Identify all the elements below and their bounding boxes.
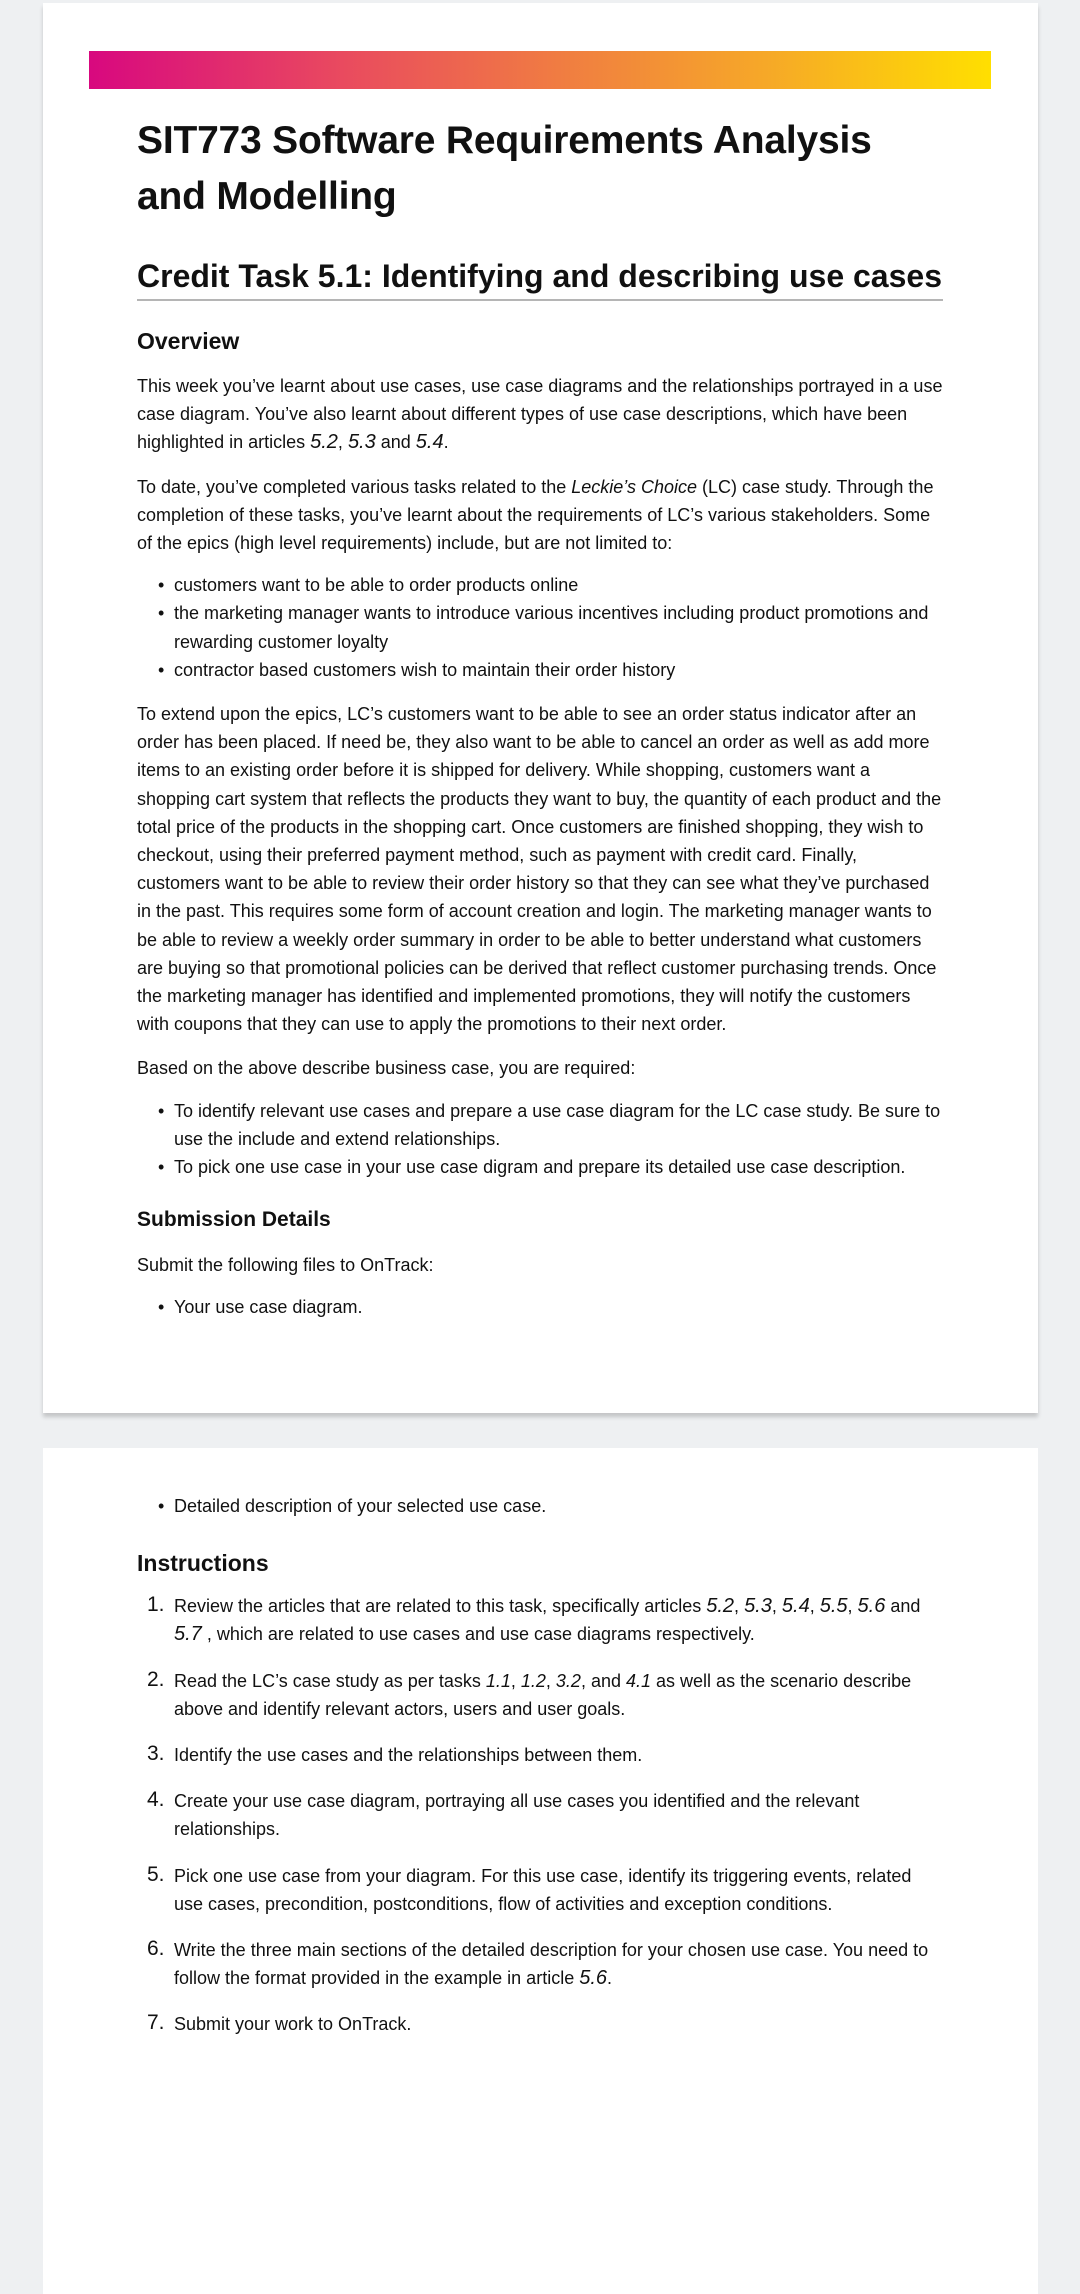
overview-p2-text-a: To date, you’ve completed various tasks related to the xyxy=(137,476,572,497)
article-ref: 5.3 xyxy=(744,1595,772,1618)
instruction-step xyxy=(147,1787,943,1843)
separator: and xyxy=(885,1596,921,1617)
separator: , xyxy=(734,1596,745,1617)
overview-paragraph-1 xyxy=(137,372,943,457)
step-text: Read the LC’s case study as per tasks xyxy=(174,1670,486,1691)
document-page-1 xyxy=(43,3,1038,1413)
submission-intro: Submit the following files to OnTrack: xyxy=(137,1255,434,1276)
list-item xyxy=(158,1293,943,1321)
separator: , xyxy=(337,432,348,453)
instruction-step xyxy=(147,1592,943,1648)
step-number: 5. xyxy=(147,1862,165,1886)
requirement-text: To identify relevant use cases and prepare a use case diagram for the LC case study. Be sure to use the include and extend relationships. xyxy=(174,1100,941,1149)
article-ref: 5.6 xyxy=(579,1967,608,1990)
article-ref: 5.6 xyxy=(857,1595,886,1618)
separator: , xyxy=(847,1596,858,1617)
step-number: 1. xyxy=(147,1593,165,1617)
step-number: 2. xyxy=(147,1667,165,1691)
instructions-heading: Instructions xyxy=(137,1550,269,1577)
instruction-step xyxy=(147,2010,943,2038)
overview-p1-text: This week you’ve learnt about use cases, use case diagrams and the relationships portrayed in a use case diagram. You’ve also learnt about different types of use case descriptions, which have been highlighted in articles xyxy=(137,376,943,453)
submission-heading: Submission Details xyxy=(137,1208,331,1232)
list-item xyxy=(158,1097,943,1153)
step-number: 7. xyxy=(147,2011,165,2035)
overview-heading: Overview xyxy=(137,328,240,354)
header-gradient-banner xyxy=(89,51,991,89)
instruction-step xyxy=(147,1741,943,1769)
overview-paragraph-2 xyxy=(137,473,943,558)
submission-files-list-continued xyxy=(137,1492,943,1520)
list-item xyxy=(158,656,943,684)
step-text: Pick one use case from your diagram. For this use case, identify its triggering events, related use cases, precondition, postconditions, flow of activities and exception conditions. xyxy=(174,1865,912,1914)
bullet-icon: • xyxy=(158,603,165,624)
requirement-text: To pick one use case in your use case digram and prepare its detailed use case description. xyxy=(174,1157,906,1178)
epic-text: the marketing manager wants to introduce various incentives including product promotions and rewarding customer loyalty xyxy=(174,603,929,652)
article-ref: 5.5 xyxy=(819,1595,848,1618)
separator: , xyxy=(510,1670,521,1691)
epic-text: contractor based customers wish to maintain their order history xyxy=(174,659,676,680)
bullet-icon: • xyxy=(158,659,165,680)
task-ref: 4.1 xyxy=(626,1670,652,1691)
instruction-step xyxy=(147,1862,943,1918)
business-case-paragraph: To extend upon the epics, LC’s customers want to be able to see an order status indicator after an order has been placed. If need be, they also want to be able to cancel an order as well as add more items to an existing order before it is shipped for delivery. While shopping, customers want a shopping cart system that reflects the products they want to buy, the quantity of each product and the total price of the products in the shopping cart. Once customers are finished shopping, they wish to checkout, using their preferred payment method, such as payment with credit card. Finally, customers want to be able to review their order history so that they can see what they’ve purchased in the past. This requires some form of account creation and login. The marketing manager wants to be able to review a weekly order summary in order to be able to better understand what customers are buying so that promotional policies can be derived that reflect customer purchasing trends. Once the marketing manager has identified and implemented promotions, they will notify the customers with coupons that they can use to apply the promotions to their next order. xyxy=(137,704,942,1035)
instruction-step xyxy=(147,1667,943,1723)
step-text: Submit your work to OnTrack. xyxy=(174,2014,412,2035)
period: . xyxy=(443,432,449,453)
bullet-icon: • xyxy=(158,575,165,596)
step-number: 3. xyxy=(147,1742,165,1766)
submission-file-text: Detailed description of your selected use case. xyxy=(174,1496,547,1516)
step-text: Identify the use cases and the relationships between them. xyxy=(174,1745,643,1766)
period: . xyxy=(607,1968,613,1989)
separator: , xyxy=(771,1596,782,1617)
page-2-content xyxy=(137,1492,943,2057)
list-item xyxy=(158,599,943,655)
instruction-step xyxy=(147,1936,943,1992)
task-title: Credit Task 5.1: Identifying and describing use cases xyxy=(137,255,943,301)
case-study-name: Leckie’s Choice xyxy=(571,476,697,497)
requirements-intro: Based on the above describe business case, you are required: xyxy=(137,1058,636,1079)
step-text: , which are related to use cases and use case diagrams respectively. xyxy=(201,1624,755,1645)
article-ref-5-2: 5.2 xyxy=(310,431,338,454)
document-page-2 xyxy=(43,1448,1038,2294)
submission-file-text: Your use case diagram. xyxy=(174,1297,363,1318)
separator: , xyxy=(545,1670,556,1691)
bullet-icon: • xyxy=(158,1297,165,1318)
article-ref-5-3: 5.3 xyxy=(347,431,376,454)
epic-text: customers want to be able to order products online xyxy=(174,575,579,596)
article-ref: 5.7 xyxy=(174,1623,202,1646)
list-item xyxy=(158,571,943,599)
separator: , xyxy=(809,1596,820,1617)
requirements-list xyxy=(137,1097,943,1182)
page-1-content xyxy=(137,113,943,1322)
bullet-icon: • xyxy=(158,1157,165,1178)
step-text: Review the articles that are related to this task, specifically articles xyxy=(174,1596,707,1617)
list-item xyxy=(158,1492,943,1520)
step-text: as well as the scenario describe above and identify relevant actors, users and user goals. xyxy=(174,1670,912,1719)
separator: , and xyxy=(580,1670,626,1691)
step-text: Create your use case diagram, portraying all use cases you identified and the relevant relationships. xyxy=(174,1791,860,1840)
step-number: 6. xyxy=(147,1937,165,1961)
epics-list xyxy=(137,571,943,684)
article-ref: 5.4 xyxy=(781,1595,810,1618)
instructions-list xyxy=(137,1592,943,2038)
separator: and xyxy=(375,432,416,453)
article-ref-5-4: 5.4 xyxy=(415,431,444,454)
bullet-icon: • xyxy=(158,1496,165,1516)
list-item xyxy=(158,1153,943,1181)
document-title: SIT773 Software Requirements Analysis and Modelling xyxy=(137,119,872,218)
article-ref: 5.2 xyxy=(706,1595,735,1618)
submission-files-list xyxy=(137,1293,943,1321)
step-number: 4. xyxy=(147,1788,165,1812)
task-ref: 1.1 xyxy=(485,1670,511,1691)
task-ref: 1.2 xyxy=(520,1670,546,1691)
task-ref: 3.2 xyxy=(555,1670,581,1691)
overview-p2-text-b: (LC) case study. Through the completion of these tasks, you’ve learnt about the requirements of LC’s various stakeholders. Some of the epics (high level requirements) include, but are not limited to: xyxy=(137,476,934,554)
bullet-icon: • xyxy=(158,1100,165,1121)
step-text: Write the three main sections of the detailed description for your chosen use case. You need to follow the format provided in the example in article xyxy=(174,1940,929,1989)
